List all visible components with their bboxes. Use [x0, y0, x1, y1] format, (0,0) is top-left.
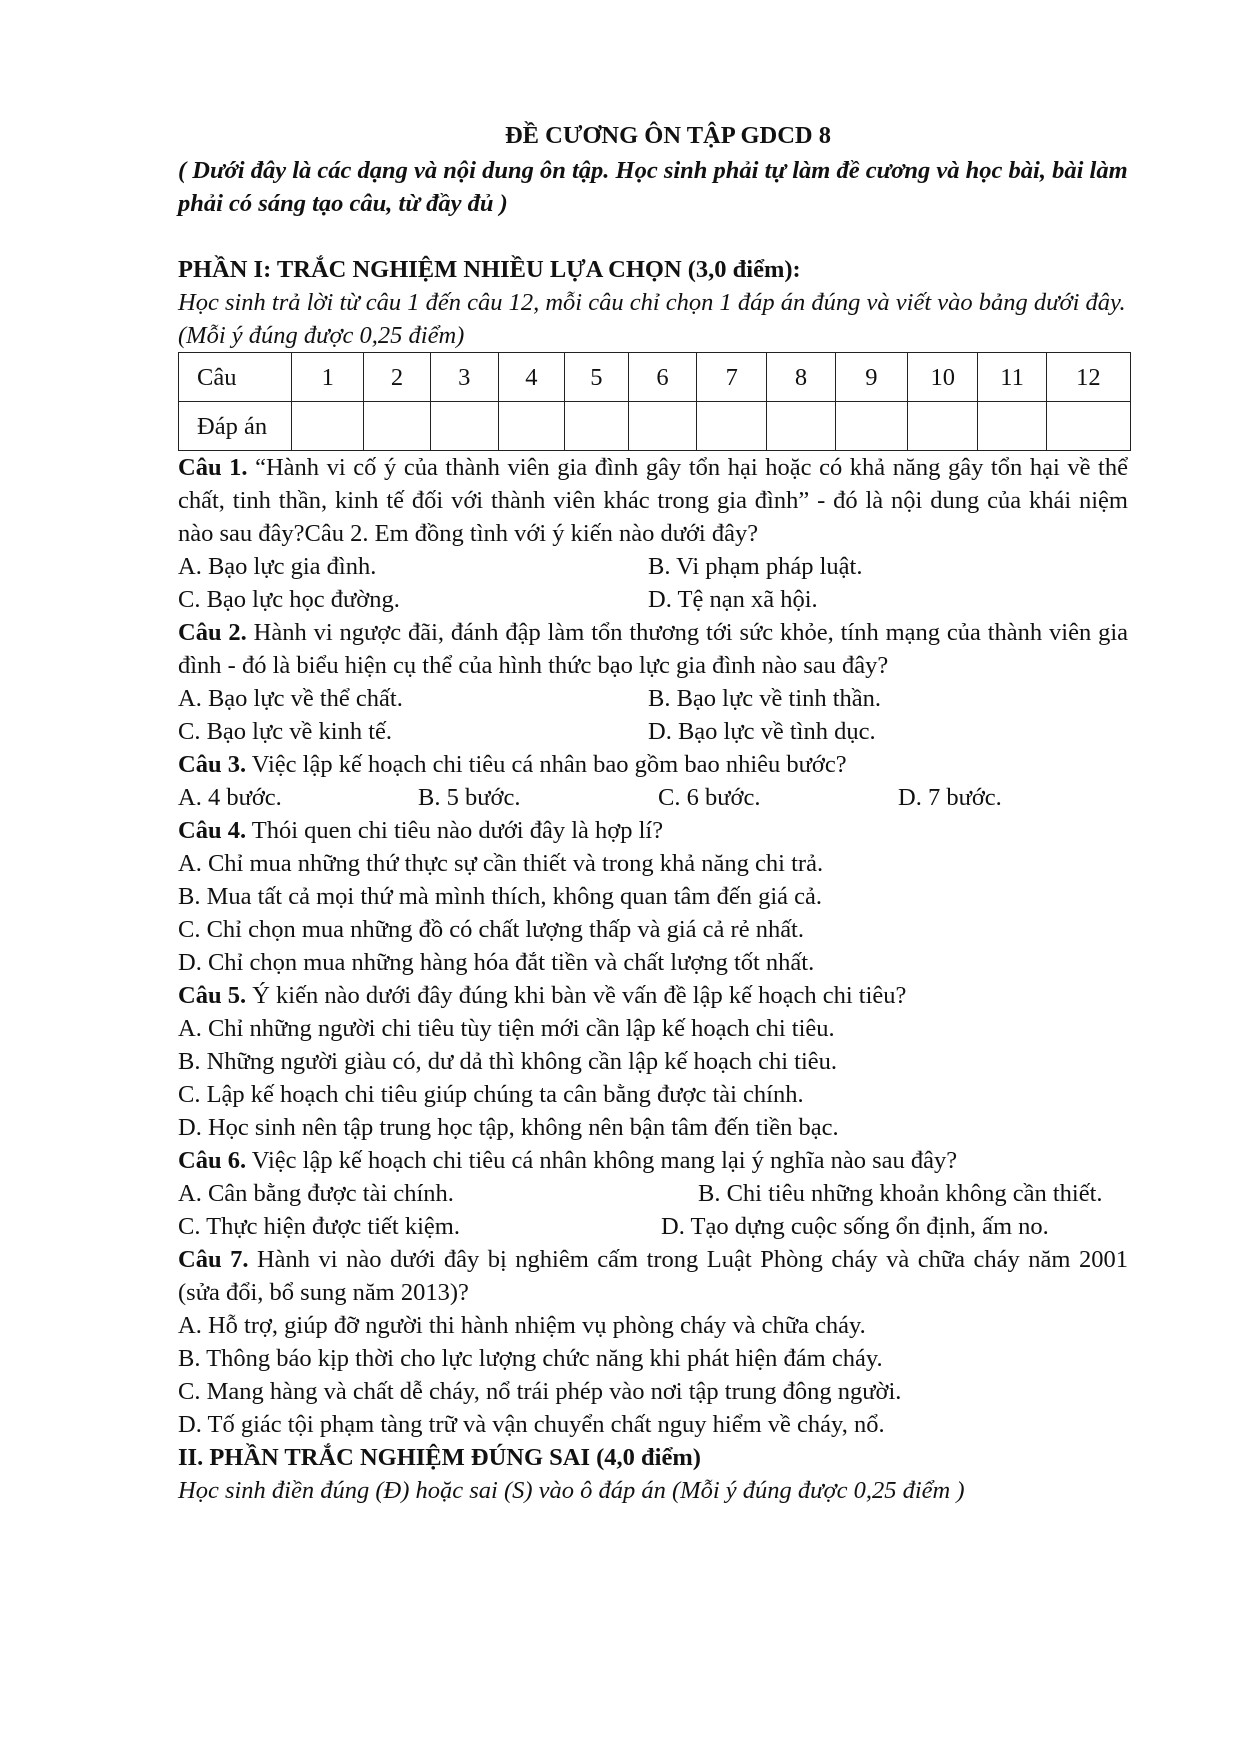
answer-table-header-row	[179, 353, 1131, 402]
option-a: A. 4 bước.	[178, 784, 282, 811]
options-row	[178, 583, 1128, 616]
question-text: Việc lập kế hoạch chi tiêu cá nhân không mang lại ý nghĩa nào sau đây?	[246, 1147, 958, 1174]
options-row	[178, 1177, 1128, 1210]
option-a: A. Cân bằng được tài chính.	[178, 1180, 454, 1207]
question-number-cell: 3	[430, 353, 498, 402]
option-b: B. Thông báo kịp thời cho lực lượng chức năng khi phát hiện đám cháy.	[178, 1345, 883, 1372]
question-label: Câu 2.	[178, 619, 247, 646]
option-c: C. Lập kế hoạch chi tiêu giúp chúng ta cân bằng được tài chính.	[178, 1081, 804, 1108]
question-text: Hành vi nào dưới đây bị nghiêm cấm trong Luật Phòng cháy và chữa cháy năm 2001 (sửa đổi, bổ sung năm 2013)?	[178, 1246, 1128, 1306]
question-text: Ý kiến nào dưới đây đúng khi bàn về vấn đề lập kế hoạch chi tiêu?	[246, 982, 907, 1009]
question-number-cell: 4	[498, 353, 564, 402]
option-d: D. Tố giác tội phạm tàng trữ và vận chuyển chất nguy hiểm về cháy, nổ.	[178, 1411, 885, 1438]
question-label: Câu 4.	[178, 817, 247, 844]
option-d: D. Chỉ chọn mua những hàng hóa đắt tiền và chất lượng tốt nhất.	[178, 949, 815, 976]
answer-cell[interactable]	[835, 402, 907, 451]
question-6	[178, 1144, 1128, 1177]
intro-note: ( Dưới đây là các dạng và nội dung ôn tập. Học sinh phải tự làm đề cương và học bài, bài làm phải có sáng tạo câu, từ đầy đủ )	[178, 157, 1128, 217]
question-text: “Hành vi cố ý của thành viên gia đình gây tổn hại hoặc có khả năng gây tổn hại về thể chất, tinh thần, kinh tế đối với thành viên khác trong gia đình” - đó là nội dung của khái niệm nào sau đây?Câu 2. Em đồng tình với ý kiến nào dưới đây?	[178, 454, 1128, 547]
part2-instruction: Học sinh điền đúng (Đ) hoặc sai (S) vào ô đáp án (Mỗi ý đúng được 0,25 điểm )	[178, 1477, 965, 1504]
option-a: A. Hỗ trợ, giúp đỡ người thi hành nhiệm vụ phòng cháy và chữa cháy.	[178, 1312, 866, 1339]
answer-cell[interactable]	[978, 402, 1046, 451]
options-row	[178, 550, 1128, 583]
question-3	[178, 748, 1128, 781]
option-a: A. Chỉ mua những thứ thực sự cần thiết và trong khả năng chi trả.	[178, 850, 824, 877]
question-number-cell: 9	[835, 353, 907, 402]
question-number-cell: 2	[364, 353, 430, 402]
option-b: B. Bạo lực về tinh thần.	[648, 685, 882, 712]
answer-cell[interactable]	[697, 402, 767, 451]
answer-cell[interactable]	[364, 402, 430, 451]
option-a: A. Chỉ những người chi tiêu tùy tiện mới cần lập kế hoạch chi tiêu.	[178, 1015, 835, 1042]
document-title: ĐỀ CƯƠNG ÔN TẬP GDCD 8	[504, 122, 831, 149]
option-b: B. Chi tiêu những khoản không cần thiết.	[698, 1180, 1103, 1207]
option-d: D. 7 bước.	[898, 784, 1002, 811]
question-4	[178, 814, 1128, 847]
question-number-cell: 8	[767, 353, 835, 402]
table-row-label: Đáp án	[179, 402, 292, 451]
question-number-cell: 11	[978, 353, 1046, 402]
question-label: Câu 6.	[178, 1147, 247, 1174]
question-number-cell: 10	[908, 353, 978, 402]
question-number-cell: 5	[564, 353, 628, 402]
answer-cell[interactable]	[292, 402, 364, 451]
question-number-cell: 7	[697, 353, 767, 402]
question-text: Hành vi ngược đãi, đánh đập làm tổn thương tới sức khỏe, tính mạng của thành viên gia đình - đó là biểu hiện cụ thể của hình thức bạo lực gia đình nào sau đây?	[178, 619, 1128, 679]
options-row	[178, 781, 1128, 814]
question-label: Câu 7.	[178, 1246, 249, 1273]
answer-table-answer-row	[179, 402, 1131, 451]
option-c: C. Chỉ chọn mua những đồ có chất lượng thấp và giá cả rẻ nhất.	[178, 916, 804, 943]
options-row	[178, 1210, 1128, 1243]
option-a: A. Bạo lực về thể chất.	[178, 685, 403, 712]
question-label: Câu 1.	[178, 454, 248, 481]
document-page	[178, 118, 1128, 1507]
option-c: C. 6 bước.	[658, 784, 761, 811]
answer-cell[interactable]	[908, 402, 978, 451]
answer-cell[interactable]	[430, 402, 498, 451]
option-a: A. Bạo lực gia đình.	[178, 553, 377, 580]
question-number-cell: 6	[628, 353, 696, 402]
option-c: C. Bạo lực về kinh tế.	[178, 718, 393, 745]
question-label: Câu 5.	[178, 982, 247, 1009]
question-text: Thói quen chi tiêu nào dưới đây là hợp lí?	[246, 817, 664, 844]
option-c: C. Bạo lực học đường.	[178, 586, 400, 613]
option-d: D. Tệ nạn xã hội.	[648, 586, 818, 613]
question-number-cell: 1	[292, 353, 364, 402]
part1-instruction: Học sinh trả lời từ câu 1 đến câu 12, mỗi câu chỉ chọn 1 đáp án đúng và viết vào bảng dưới đây.(Mỗi ý đúng được 0,25 điểm)	[178, 289, 1126, 349]
option-d: D. Học sinh nên tập trung học tập, không nên bận tâm đến tiền bạc.	[178, 1114, 839, 1141]
option-b: B. Vi phạm pháp luật.	[648, 553, 863, 580]
question-7	[178, 1243, 1128, 1309]
question-5	[178, 979, 1128, 1012]
option-c: C. Thực hiện được tiết kiệm.	[178, 1213, 460, 1240]
answer-cell[interactable]	[767, 402, 835, 451]
question-text: Việc lập kế hoạch chi tiêu cá nhân bao gồm bao nhiêu bước?	[246, 751, 847, 778]
question-2	[178, 616, 1128, 682]
option-d: D. Tạo dựng cuộc sống ổn định, ấm no.	[661, 1213, 1049, 1240]
question-label: Câu 3.	[178, 751, 247, 778]
question-1	[178, 451, 1128, 550]
option-c: C. Mang hàng và chất dễ cháy, nổ trái phép vào nơi tập trung đông người.	[178, 1378, 902, 1405]
question-number-cell: 12	[1046, 353, 1130, 402]
options-row	[178, 682, 1128, 715]
option-d: D. Bạo lực về tình dục.	[648, 718, 876, 745]
option-b: B. 5 bước.	[418, 784, 521, 811]
options-row	[178, 715, 1128, 748]
answer-cell[interactable]	[1046, 402, 1130, 451]
blank-line	[178, 220, 1128, 253]
answer-cell[interactable]	[628, 402, 696, 451]
answer-cell[interactable]	[498, 402, 564, 451]
table-row-label: Câu	[179, 353, 292, 402]
option-b: B. Mua tất cả mọi thứ mà mình thích, không quan tâm đến giá cả.	[178, 883, 823, 910]
answer-cell[interactable]	[564, 402, 628, 451]
option-b: B. Những người giàu có, dư dả thì không cần lập kế hoạch chi tiêu.	[178, 1048, 838, 1075]
answer-table	[178, 352, 1131, 451]
part2-heading: II. PHẦN TRẮC NGHIỆM ĐÚNG SAI (4,0 điểm)	[178, 1444, 701, 1471]
part1-heading: PHẦN I: TRẮC NGHIỆM NHIỀU LỰA CHỌN (3,0 điểm):	[178, 256, 801, 283]
